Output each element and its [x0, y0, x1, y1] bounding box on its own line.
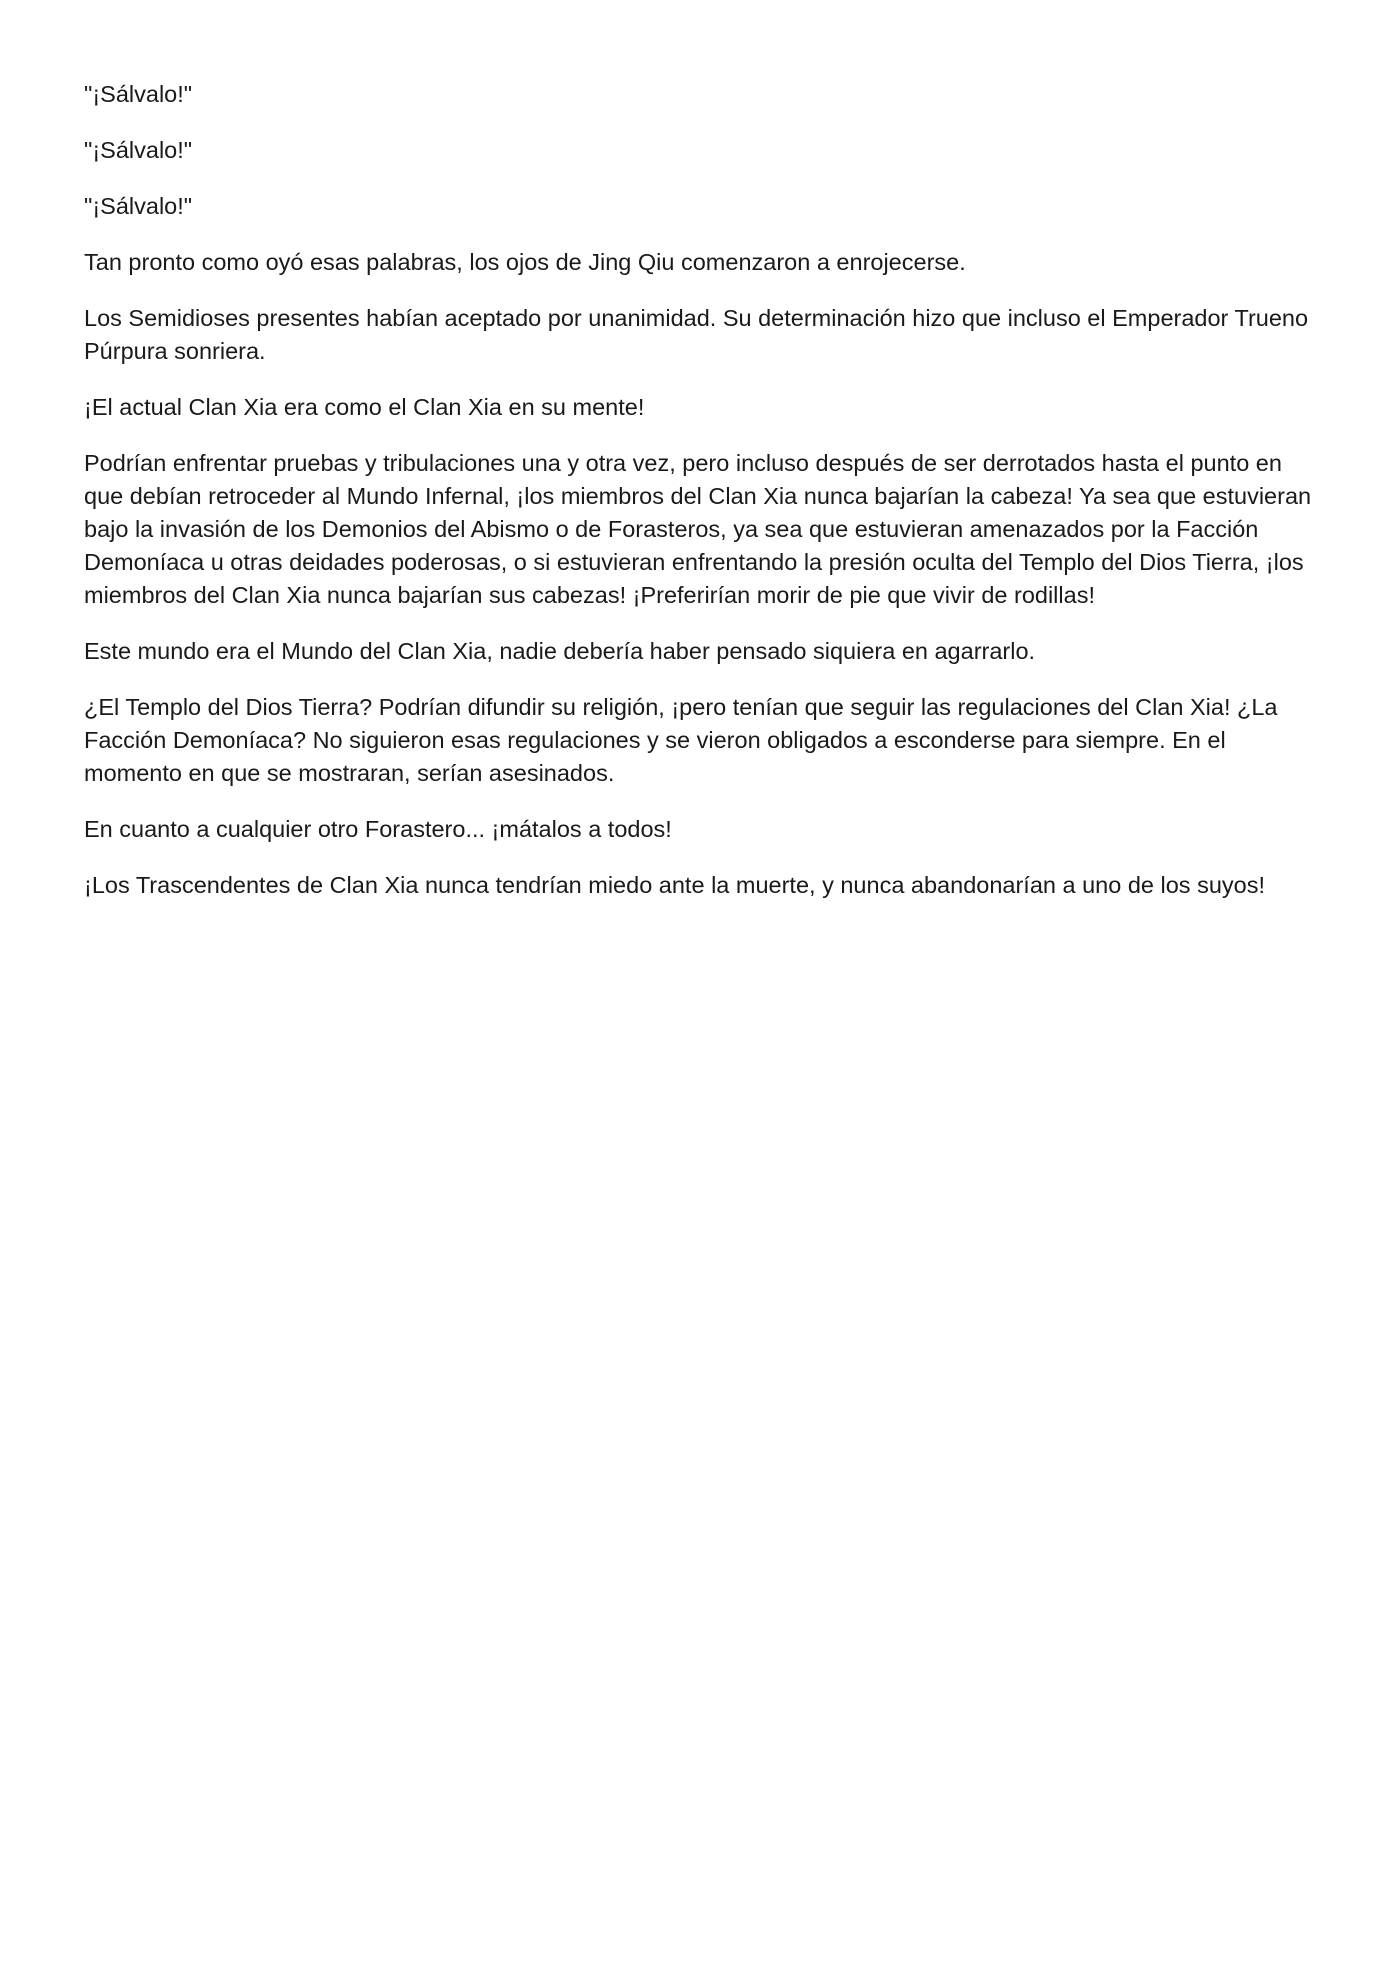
paragraph-6: ¡El actual Clan Xia era como el Clan Xia en su mente!	[84, 394, 645, 420]
paragraph-7: Podrían enfrentar pruebas y tribulaciones una y otra vez, pero incluso después de ser derrotados hasta el punto en que debían retroceder al Mundo Infernal, ¡los miembros del Clan Xia nunca bajarían la cabeza! Ya sea que estuvieran bajo la invasión de los Demonios del Abismo o de Forasteros, ya sea que estuvieran amenazados por la Facción Demoníaca u otras deidades poderosas, o si estuvieran enfrentando la presión oculta del Templo del Dios Tierra, ¡los miembros del Clan Xia nunca bajarían sus cabezas! ¡Preferirían morir de pie que vivir de rodillas!	[84, 450, 1312, 608]
paragraph-2: "¡Sálvalo!"	[84, 137, 193, 163]
document-body	[84, 78, 1324, 925]
paragraph-9: ¿El Templo del Dios Tierra? Podrían difundir su religión, ¡pero tenían que seguir las regulaciones del Clan Xia! ¿La Facción Demoníaca? No siguieron esas regulaciones y se vieron obligados a esconderse para siempre. En el momento en que se mostraran, serían asesinados.	[84, 694, 1278, 786]
paragraph-11: ¡Los Trascendentes de Clan Xia nunca tendrían miedo ante la muerte, y nunca abandonarían a uno de los suyos!	[84, 872, 1265, 898]
paragraph-3: "¡Sálvalo!"	[84, 193, 193, 219]
paragraph-4: Tan pronto como oyó esas palabras, los ojos de Jing Qiu comenzaron a enrojecerse.	[84, 249, 966, 275]
paragraph-8: Este mundo era el Mundo del Clan Xia, nadie debería haber pensado siquiera en agarrarlo.	[84, 638, 1036, 664]
paragraph-5: Los Semidioses presentes habían aceptado por unanimidad. Su determinación hizo que incluso el Emperador Trueno Púrpura sonriera.	[84, 305, 1309, 364]
paragraph-1: "¡Sálvalo!"	[84, 81, 193, 107]
paragraph-10: En cuanto a cualquier otro Forastero... ¡mátalos a todos!	[84, 816, 672, 842]
